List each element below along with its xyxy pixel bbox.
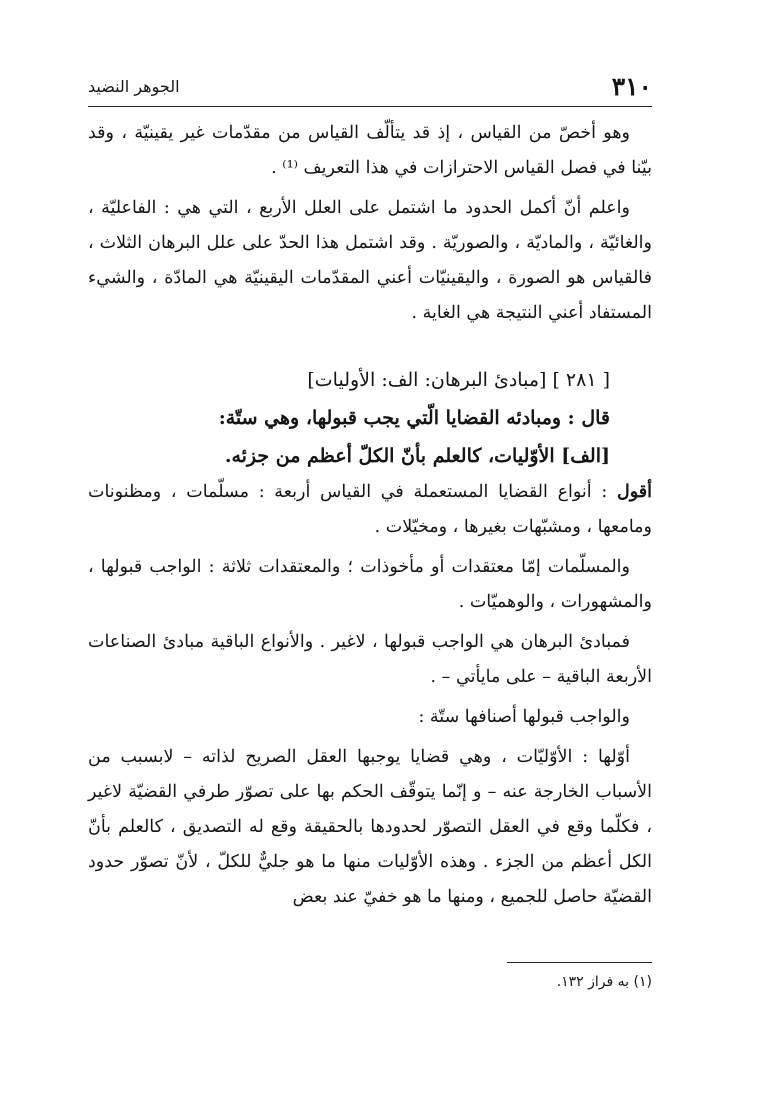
commentary-text-1: : أنواع القضايا المستعملة في القياس أربعة : مسلّمات ، ومظنونات ومامعها ، ومشبّهات بغيرها ، ومخيّلات . [88,482,652,537]
qala-word: قال [581,407,610,429]
body-text [88,116,652,915]
commentary-paragraph-4: والواجب قبولها أصنافها ستّة : [418,707,630,727]
qala-text: : ومبادئه القضايا الّتي يجب قبولها، وهي ستّة: [218,407,582,429]
matn-alif-line: [الف] الأوّليات، كالعلم بأنّ الكلّ أعظم من جزئه. [224,445,610,467]
footnote: (١) به فراز ١٣٢. [556,974,652,990]
section-heading: [ ٢٨١ ] [مبادئ البرهان: الف: الأوليات] [307,369,610,391]
page-header [88,72,652,106]
commentary-paragraph-1 [88,475,652,545]
commentary-paragraph-2: والمسلّمات إمّا معتقدات أو مأخوذات ؛ والمعتقدات ثلاثة : الواجب قبولها ، والمشهورات ، والوهميّات . [88,557,652,612]
commentary-paragraph-3: فمبادئ البرهان هي الواجب قبولها ، لاغير . والأنواع الباقية مبادئ الصناعات الأربعة الباقية – على مايأتي – . [88,632,652,687]
page-number: ٣١٠ [611,72,652,101]
running-title: الجوهر النضيد [88,77,180,96]
paragraph-2: واعلم أنّ أكمل الحدود ما اشتمل على العلل الأربع ، التي هي : الفاعليّة ، والغائيّة ، والماديّة ، والصوريّة . وقد اشتمل هذا الحدّ على علل البرهان الثلاث ، فالقياس هو الصورة ، واليقينيّات أعني المقدّمات اليقينيّة هي المادّة ، والشيء المستفاد أعني النتيجة هي الغاية . [88,198,652,323]
footnote-divider [507,962,652,963]
matn-qala-line [88,399,652,437]
paragraph-1: وهو أخصّ من القياس ، إذ قد يتألّف القياس من مقدّمات غير يقينيّة ، وقد بيّنا في فصل القياس الاحترازات في هذا التعريف ⁽¹⁾ . [88,123,652,178]
header-divider [88,106,652,107]
aqulu-word: أقول [617,482,652,502]
commentary-paragraph-5: أوّلها : الأوّليّات ، وهي قضايا يوجبها العقل الصريح لذاته – لابسبب من الأسباب الخارجة عنه – و إنّما يتوقّف الحكم بها على تصوّر طرفي القضيّة لاغير ، فكلّما وقع في العقل التصوّر لحدودها بالحقيقة وقع له التصديق ، كالعلم بأنّ الكل أعظم من الجزء . وهذه الأوّليات منها ما هو جليٌّ للكلّ ، لأنّ تصوّر حدود القضيّة حاصل للجميع ، ومنها ما هو خفيّ عند بعض [88,747,652,907]
